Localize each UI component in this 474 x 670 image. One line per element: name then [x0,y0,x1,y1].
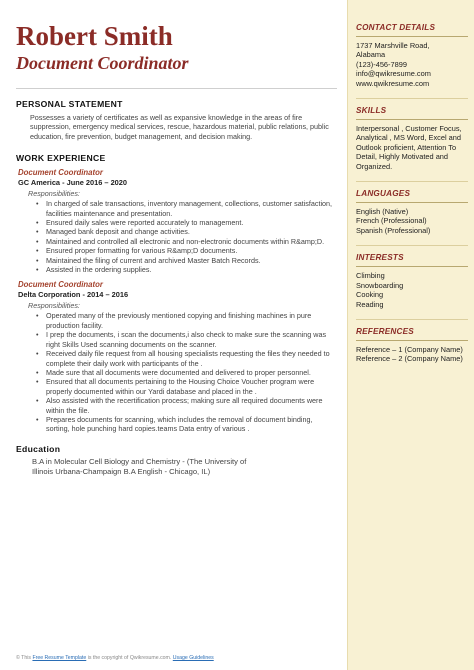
list-item: • In charged of sale transactions, inventory management, collections, customer satisfaction, facilities maintenance and presentation. [36,199,337,218]
interest-item: Snowboarding [356,280,404,290]
section-divider [356,340,468,341]
education-line: Illinois Urbana-Champaign B.A English - Chicago, IL) [32,466,211,476]
personal-statement-section [16,99,337,141]
sidebar-divider [356,245,468,246]
list-item: • Maintained and controlled all electronic and non-electronic documents within R&amp;D. [36,237,337,246]
references-heading: REFERENCES [356,326,414,336]
work-experience-heading: WORK EXPERIENCE [16,153,106,164]
interest-item: Cooking [356,290,384,300]
list-item: • Assisted in the ordering supplies. [36,265,337,274]
list-item: • I prep the documents, i scan the documents,i also check to make sure the scanning was right Skills Used scanning documents on the scanner. [36,330,337,349]
interest-item: Climbing [356,271,385,281]
contact-section [356,22,468,88]
education-section [16,444,337,477]
list-item: • Maintained the filing of current and archived Master Batch Records. [36,256,337,265]
job-employer-dates: Delta Corporation - 2014 – 2016 [18,290,129,300]
languages-section [356,188,468,235]
job-role: Document Coordinator [18,280,103,290]
language-item: Spanish (Professional) [356,225,431,235]
list-item: • Also assisted with the recertification process; making sure all required documents were within the file. [36,396,337,415]
skills-section [356,105,468,171]
education-line: B.A in Molecular Cell Biology and Chemistry - (The University of [32,456,247,466]
footer-prefix: © This [16,655,31,661]
job-employer-dates: GC America - June 2016 – 2020 [18,178,128,188]
usage-guidelines-link[interactable]: Usage Guidelines [172,655,214,661]
contact-email[interactable]: info@qwikresume.com [356,69,431,79]
list-item: • Operated many of the previously mentioned copying and finishing machines in pure production facility. [36,311,337,330]
language-item: French (Professional) [356,216,427,226]
job-role: Document Coordinator [18,168,103,178]
job-entry [16,168,337,274]
list-item: • Ensured proper formatting for various R&amp;D documents. [36,246,337,255]
contact-heading: CONTACT DETAILS [356,23,436,32]
references-section [356,326,468,364]
section-divider [356,119,468,120]
contact-website[interactable]: www.qwikresume.com [356,78,430,88]
sidebar-divider [356,181,468,182]
section-divider [356,36,468,37]
section-divider [356,266,468,267]
language-item: English (Native) [356,207,409,217]
reference-item: Reference – 1 (Company Name) [356,344,463,354]
candidate-name: Robert Smith [16,21,173,51]
sidebar-divider [356,98,468,99]
section-divider [356,202,468,203]
contact-state: Alabama [356,50,386,60]
skills-text: Interpersonal , Customer Focus, Analytical , MS Word, Excel and Outlook proficient, Attention To Detail, Highly Motivated and Organized. [356,124,462,171]
reference-item: Reference – 2 (Company Name) [356,354,463,364]
job-title-heading: Document Coordinator [16,53,189,73]
list-item: • Ensured that all documents pertaining to the Housing Choice Voucher program were properly documented within our Yardi database and placed in the . [36,377,337,396]
footer [16,655,346,662]
sidebar-divider [356,319,468,320]
languages-heading: LANGUAGES [356,189,411,199]
education-heading: Education [16,443,61,454]
responsibilities-list [16,199,337,274]
responsibilities-label: Responsibilities: [28,301,80,311]
contact-phone: (123)-456-7899 [356,59,407,69]
list-item: • Prepares documents for scanning, which includes the removal of document binding, sorting, hole punching hard copies.teams Data entry of various . [36,415,337,434]
personal-statement-heading: PERSONAL STATEMENT [16,99,123,109]
free-resume-template-link[interactable]: Free Resume Template [32,655,87,661]
contact-address-line: 1737 Marshville Road, [356,41,430,50]
footer-copyright: is the copyright of Qwikresume.com. [87,655,172,661]
job-entry [16,280,337,433]
list-item: • Ensured daily sales were reported accurately to management. [36,218,337,227]
list-item: • Made sure that all documents were documented and delivered to proper personnel. [36,368,337,377]
sidebar [347,0,474,670]
interest-item: Reading [356,299,384,309]
interests-heading: INTERESTS [356,253,404,263]
work-experience-section [16,153,337,434]
responsibilities-label: Responsibilities: [28,189,80,199]
skills-heading: SKILLS [356,106,387,116]
interests-section [356,252,468,309]
header-divider [16,88,337,89]
personal-statement-text: Possesses a variety of certificates as well as expansive knowledge in the areas of fire suppression, emergency medical services, rescue, hazardous material, public relations, public education, fire prevention, budget management, and decision making. [30,113,329,141]
list-item: • Received daily file request from all housing specialists requesting the files they needed to complete their daily work with participants of the . [36,349,337,368]
list-item: • Managed bank deposit and change activities. [36,227,337,236]
responsibilities-list [16,311,337,433]
